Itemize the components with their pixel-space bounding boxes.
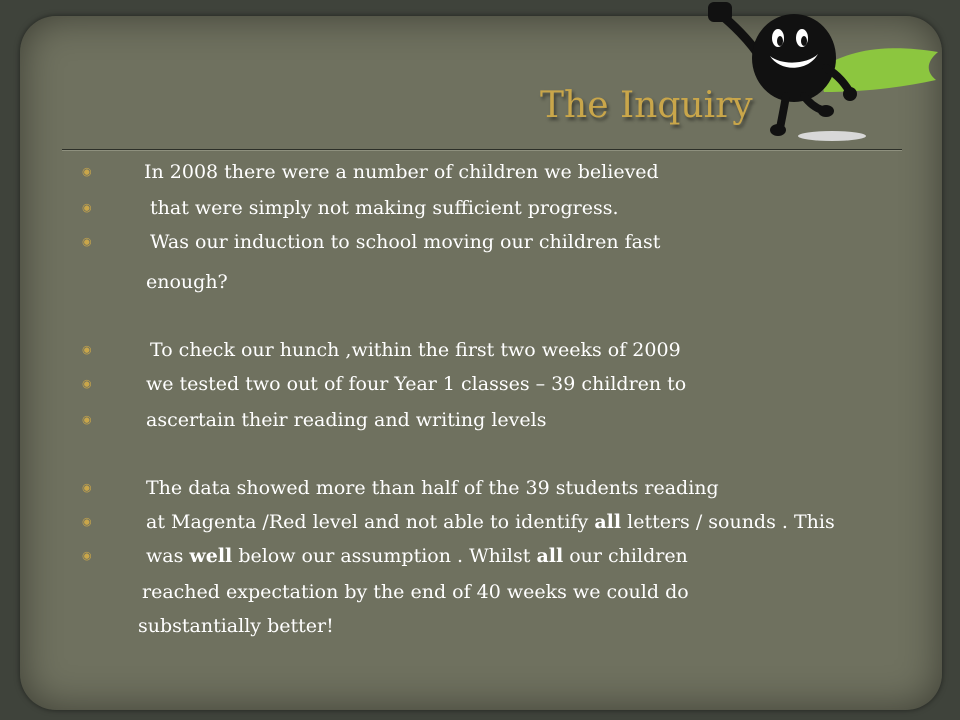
body-line: we tested two out of four Year 1 classes – 39 children to [146,373,687,395]
slide-title: The Inquiry [540,85,753,126]
circle-bullet-icon: ◉ [82,165,92,178]
emphasis-text: well [189,545,233,567]
body-line: that were simply not making sufficient progress. [150,197,619,219]
line-segment: was [146,545,190,567]
body-line: To check our hunch ,within the first two weeks of 2009 [150,339,681,361]
emphasis-text: all [594,511,622,533]
circle-bullet-icon: ◉ [82,235,92,248]
body-line: substantially better! [138,615,334,637]
circle-bullet-icon: ◉ [82,481,92,494]
circle-bullet-icon: ◉ [82,515,92,528]
circle-bullet-icon: ◉ [82,343,92,356]
line-segment: letters / sounds . This [621,511,835,533]
body-line: Was our induction to school moving our children fast [150,231,661,253]
body-line [146,510,835,534]
body-line: The data showed more than half of the 39 students reading [146,477,719,499]
body-line [146,544,688,568]
title-divider [62,149,902,151]
body-line: reached expectation by the end of 40 weeks we could do [142,581,689,603]
body-line: In 2008 there were a number of children we believed [144,161,659,183]
line-segment: below our assumption . Whilst [232,545,537,567]
line-segment: our children [563,545,688,567]
line-segment: at Magenta /Red level and not able to identify [146,511,595,533]
circle-bullet-icon: ◉ [82,201,92,214]
circle-bullet-icon: ◉ [82,377,92,390]
body-line: enough? [146,271,228,293]
circle-bullet-icon: ◉ [82,413,92,426]
circle-bullet-icon: ◉ [82,549,92,562]
flying-superhero-mascot-icon [700,0,950,145]
body-line: ascertain their reading and writing levels [146,409,547,431]
emphasis-text: all [536,545,564,567]
